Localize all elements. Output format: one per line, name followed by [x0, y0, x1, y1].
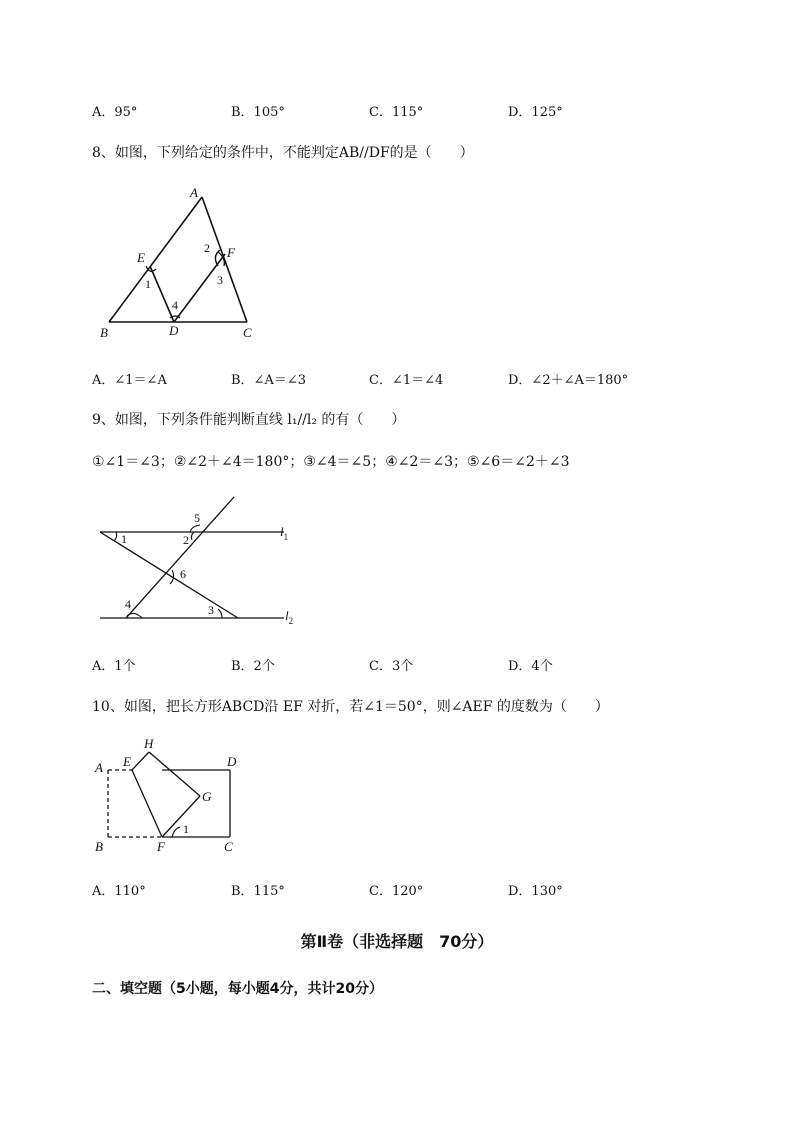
- q10-figure: [92, 733, 252, 858]
- q8-label-f: F: [227, 245, 235, 260]
- q9-label-l1: $l_1$: [280, 524, 289, 542]
- q8-label-angle3: 3: [217, 273, 223, 287]
- q10-line-gf: [162, 796, 200, 837]
- q10-label-g: G: [202, 789, 212, 804]
- q10-arc-1: [172, 827, 180, 837]
- q8-figure: [92, 180, 272, 345]
- section-subtitle: 二、填空题（5小题，每小题4分，共计20分）: [92, 981, 383, 997]
- q9-option-b: B．2个: [231, 659, 275, 674]
- q9-label-angle2: 2: [183, 533, 189, 547]
- q10-line-hg: [149, 752, 200, 796]
- q8-label-angle2: 2: [204, 241, 210, 255]
- q10-line-eh: [132, 752, 149, 770]
- q9-transversal-b: [126, 497, 234, 618]
- q10-option-d: D．130°: [508, 884, 563, 899]
- q9-label-angle3: 3: [208, 603, 214, 617]
- q9-conditions: ①∠1＝∠3；②∠2＋∠4＝180°；③∠4＝∠5；④∠2＝∠3；⑤∠6＝∠2＋∠3: [92, 454, 570, 470]
- q10-line-ef: [132, 770, 162, 837]
- q10-label-h: H: [144, 736, 154, 751]
- q10-label-d: D: [227, 754, 237, 769]
- q9-arc-2: [191, 532, 194, 540]
- q9-option-a: A．1个: [92, 659, 136, 674]
- q9-arc-1: [114, 532, 117, 541]
- q9-label-angle6: 6: [180, 567, 186, 581]
- q10-label-a: A: [95, 760, 103, 775]
- q7-option-a: A．95°: [92, 105, 138, 120]
- q8-line-ed: [150, 266, 174, 322]
- q9-label-angle1: 1: [121, 532, 127, 546]
- q9-arc-4: [127, 613, 142, 618]
- q9-figure: [92, 492, 312, 632]
- q8-label-d: D: [169, 323, 179, 338]
- q7-option-d: D．125°: [508, 105, 563, 120]
- q8-label-b: B: [100, 325, 108, 340]
- q10-label-b: B: [95, 839, 103, 854]
- q10-stem: 10、如图，把长方形ABCD沿 EF 对折，若∠1＝50°，则∠AEF 的度数为（ ）: [92, 699, 609, 715]
- q8-label-a: A: [190, 185, 198, 200]
- q9-option-d: D．4个: [508, 659, 553, 674]
- q8-label-angle1: 1: [145, 277, 151, 291]
- q10-label-angle1: 1: [183, 822, 189, 836]
- section-title: 第Ⅱ卷（非选择题 70分）: [300, 932, 494, 951]
- q9-stem: 9、如图，下列条件能判断直线 l₁//l₂ 的有（ ）: [92, 412, 406, 428]
- q7-option-b: B．105°: [231, 105, 285, 120]
- q9-option-c: C．3个: [369, 659, 414, 674]
- q8-stem: 8、如图，下列给定的条件中，不能判定AB//DF的是（ ）: [92, 145, 474, 161]
- q8-option-d: D．∠2＋∠A＝180°: [508, 373, 629, 388]
- q10-option-b: B．115°: [231, 884, 285, 899]
- q10-option-c: C．120°: [369, 884, 424, 899]
- q10-label-f: F: [157, 839, 165, 854]
- q9-label-angle5: 5: [194, 511, 200, 525]
- q8-label-c: C: [243, 325, 252, 340]
- q8-label-angle4: 4: [172, 298, 178, 312]
- q8-option-c: C．∠1＝∠4: [369, 373, 444, 388]
- q10-label-e: E: [123, 754, 131, 769]
- q9-label-l2: $l_2$: [285, 608, 294, 626]
- q8-option-b: B．∠A＝∠3: [231, 373, 306, 388]
- q7-option-c: C．115°: [369, 105, 424, 120]
- q9-arc-3: [218, 609, 222, 618]
- q9-arc-5: [190, 525, 200, 532]
- q10-label-c: C: [224, 839, 233, 854]
- q9-label-angle4: 4: [125, 597, 131, 611]
- q8-label-e: E: [137, 250, 145, 265]
- q8-option-a: A．∠1＝∠A: [92, 373, 167, 388]
- q10-option-a: A．110°: [92, 884, 146, 899]
